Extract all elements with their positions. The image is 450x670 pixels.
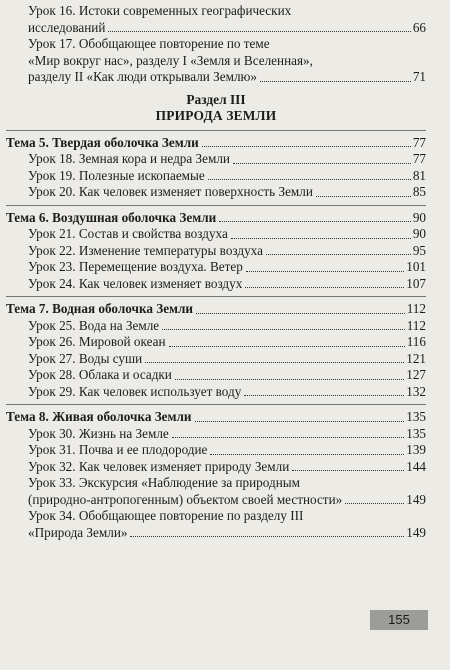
table-of-contents — [6, 3, 426, 541]
lesson-entry — [6, 259, 426, 276]
dot-leader — [246, 271, 404, 272]
topic-entry-page: 77 — [412, 134, 426, 150]
dot-leader — [260, 81, 411, 82]
dot-leader — [162, 329, 405, 330]
lesson-entry-title: Урок 30. Жизнь на Земле — [28, 425, 169, 441]
lesson-entry — [6, 36, 426, 86]
dot-leader — [175, 379, 404, 380]
topic-entry-page: 135 — [406, 409, 426, 424]
lesson-entry — [6, 351, 426, 368]
page-number: 155 — [370, 610, 428, 630]
lesson-entry-last-line — [28, 20, 426, 37]
lesson-entry-page: 121 — [406, 350, 426, 366]
dot-leader — [169, 346, 405, 347]
lesson-entry — [6, 3, 426, 36]
lesson-entry-page: 77 — [412, 151, 426, 166]
lesson-entry-page: 127 — [406, 367, 426, 382]
lesson-entry — [6, 334, 426, 351]
lesson-entry-title: Урок 21. Состав и свойства воздуха — [28, 226, 228, 241]
lesson-entry-title: Урок 31. Почва и ее плодородие — [28, 442, 208, 457]
lesson-entry-title: Урок 28. Облака и осадки — [28, 367, 172, 382]
lesson-entry-last-line — [28, 525, 426, 542]
topic-block — [6, 205, 426, 293]
lesson-entry — [6, 459, 426, 476]
topic-entry — [6, 409, 426, 426]
section-label: Раздел III — [186, 91, 246, 107]
dot-leader — [231, 238, 411, 239]
lesson-entry — [6, 276, 426, 293]
lesson-entry-title: Урок 26. Мировой океан — [28, 334, 166, 349]
topic-entry-title: Тема 5. Твердая оболочка Земли — [6, 134, 199, 150]
lesson-entry-title: Урок 27. Воды суши — [28, 350, 143, 366]
topic-block — [6, 404, 426, 541]
lesson-entry — [6, 367, 426, 384]
lesson-entry — [6, 226, 426, 243]
lesson-entry — [6, 475, 426, 508]
lesson-entry-page: 149 — [406, 491, 426, 507]
lesson-entry-page: 90 — [412, 226, 426, 241]
lesson-entry-title: Урок 29. Как человек использует воду — [28, 383, 242, 399]
lesson-entry-title: разделу II «Как люди открывали Землю» — [28, 69, 257, 84]
dot-leader — [130, 536, 404, 537]
dot-leader — [195, 421, 405, 422]
lesson-entry-page: 85 — [412, 184, 426, 199]
dot-leader — [208, 179, 411, 180]
topic-entry-page: 112 — [406, 301, 426, 316]
dot-leader — [145, 362, 404, 363]
dot-leader — [316, 196, 411, 197]
lesson-entry-last-line — [28, 492, 426, 509]
lesson-entry-page: 116 — [406, 334, 426, 349]
lesson-entry-page: 71 — [412, 69, 426, 84]
dot-leader — [196, 313, 405, 314]
topic-entry-title: Тема 8. Живая оболочка Земли — [6, 409, 192, 424]
lesson-entry-page: 144 — [406, 458, 426, 474]
topic-entry — [6, 210, 426, 227]
lesson-entry — [6, 384, 426, 401]
dot-leader — [266, 254, 411, 255]
dot-leader — [202, 146, 411, 147]
lesson-entry-title: Урок 24. Как человек изменяет воздух — [28, 275, 243, 291]
lesson-entry — [6, 243, 426, 260]
lesson-entry — [6, 426, 426, 443]
lesson-entry — [6, 151, 426, 168]
lesson-entry-page: 112 — [406, 317, 426, 333]
lesson-entry-page: 107 — [406, 275, 426, 291]
lesson-entry-title: (природно-антропогенным) объектом своей местности» — [28, 491, 343, 507]
lesson-entry-page: 135 — [406, 425, 426, 441]
lesson-entry-page: 149 — [406, 524, 426, 540]
topic-block — [6, 296, 426, 400]
topic-block — [6, 130, 426, 201]
dot-leader — [233, 163, 411, 164]
section-heading — [6, 92, 426, 124]
lesson-entry-page: 101 — [406, 259, 426, 274]
dot-leader — [244, 395, 404, 396]
lesson-entry-page: 81 — [412, 167, 426, 183]
topic-entry — [6, 135, 426, 152]
dot-leader — [219, 221, 411, 222]
lesson-entry — [6, 318, 426, 335]
lesson-entry-title: Урок 25. Вода на Земле — [28, 317, 160, 333]
dot-leader — [210, 454, 404, 455]
lesson-entry — [6, 508, 426, 541]
lesson-entry-title: «Природа Земли» — [28, 524, 128, 540]
lesson-entry-title: исследований — [28, 19, 106, 35]
lesson-entry-line: Урок 16. Истоки современных географических — [28, 3, 292, 18]
topic-entry-title: Тема 6. Воздушная оболочка Земли — [6, 209, 217, 225]
lesson-entry — [6, 168, 426, 185]
dot-leader — [345, 503, 404, 504]
lesson-entry-last-line — [28, 69, 426, 86]
lesson-entry-page: 132 — [406, 383, 426, 399]
lesson-entry-title: Урок 20. Как человек изменяет поверхность Земли — [28, 184, 313, 199]
dot-leader — [172, 437, 404, 438]
lesson-entry-page: 139 — [406, 442, 426, 457]
dot-leader — [292, 470, 404, 471]
lesson-entry-title: Урок 18. Земная кора и недра Земли — [28, 151, 230, 166]
topic-entry — [6, 301, 426, 318]
lesson-entry-page: 66 — [412, 19, 426, 35]
lesson-entry — [6, 184, 426, 201]
topic-entry-title: Тема 7. Водная оболочка Земли — [6, 301, 194, 316]
lesson-entry-line: Урок 34. Обобщающее повторение по разделу III — [28, 508, 304, 523]
lesson-entry-title: Урок 32. Как человек изменяет природу Земли — [28, 458, 290, 474]
section-title: ПРИРОДА ЗЕМЛИ — [155, 107, 277, 123]
lesson-entry-line: Урок 33. Экскурсия «Наблюдение за природным — [28, 475, 300, 490]
lesson-entry-line: Урок 17. Обобщающее повторение по теме — [28, 36, 270, 51]
lesson-entry-title: Урок 23. Перемещение воздуха. Ветер — [28, 259, 243, 274]
lesson-entry-title: Урок 22. Изменение температуры воздуха — [28, 242, 263, 258]
lesson-entry-line: «Мир вокруг нас», разделу I «Земля и Вселенная», — [28, 52, 313, 68]
topic-entry-page: 90 — [412, 209, 426, 225]
lesson-entry-page: 95 — [412, 242, 426, 258]
lesson-entry — [6, 442, 426, 459]
dot-leader — [108, 31, 410, 32]
dot-leader — [245, 287, 404, 288]
lesson-entry-title: Урок 19. Полезные ископаемые — [28, 167, 205, 183]
